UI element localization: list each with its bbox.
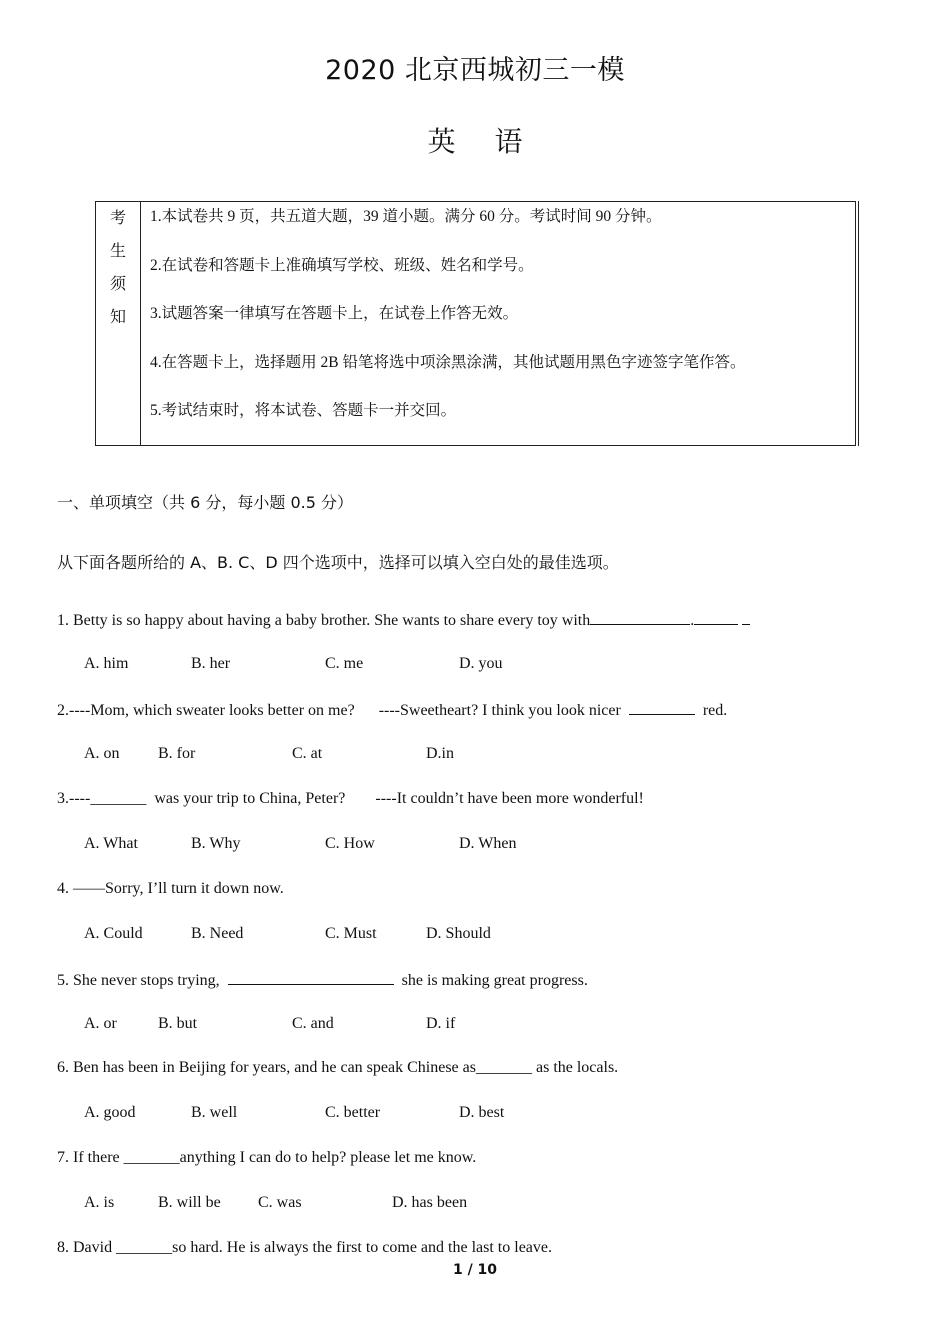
- notice-item: 3.试题答案一律填写在答题卡上，在试卷上作答无效。: [150, 305, 519, 322]
- question-text: red.: [702, 702, 728, 719]
- notice-item: 1.本试卷共 9 页，共五道大题，39 道小题。满分 60 分。考试时间 90 分钟。: [150, 208, 662, 225]
- question-4: [57, 880, 284, 898]
- exam-notice-box: [95, 201, 856, 446]
- option: C. at: [292, 745, 323, 762]
- option: C. How: [325, 835, 375, 852]
- option: D. if: [426, 1015, 456, 1032]
- question-text: 6. Ben has been in Beijing for years, and he can speak Chinese as_______ as the locals.: [57, 1059, 619, 1076]
- option: A. Could: [84, 925, 143, 942]
- notice-label-char: 知: [109, 309, 126, 326]
- question-2: [57, 700, 727, 720]
- option: A. on: [84, 745, 120, 762]
- option: C. me: [325, 655, 364, 672]
- question-7: [57, 1149, 476, 1167]
- notice-label-char: 生: [109, 243, 126, 260]
- answer-blank: [694, 610, 738, 625]
- question-6: [57, 1059, 618, 1077]
- option: B. her: [191, 655, 231, 672]
- notice-label: [96, 202, 141, 445]
- question-text: 4. ——Sorry, I’ll turn it down now.: [57, 880, 284, 897]
- question-text: .: [690, 612, 695, 629]
- section-instruction: 从下面各题所给的 A、B. C、D 四个选项中，选择可以填入空白处的最佳选项。: [57, 553, 619, 572]
- option: D. When: [459, 835, 517, 852]
- option: D. you: [459, 655, 503, 672]
- option: C. Must: [325, 925, 377, 942]
- question-1: [57, 610, 750, 630]
- question-8: [57, 1239, 552, 1257]
- page-title: 2020 北京西城初三一模: [325, 55, 625, 86]
- option: C. and: [292, 1015, 334, 1032]
- answer-blank: [742, 610, 750, 625]
- question-text: 2.----Mom, which sweater looks better on me?: [57, 702, 355, 719]
- option: D.in: [426, 745, 454, 762]
- question-3: [57, 790, 644, 808]
- question-5: [57, 970, 588, 990]
- section-title: 一、单项填空（共 6 分，每小题 0.5 分）: [57, 493, 353, 512]
- answer-blank: [590, 610, 690, 625]
- question-text: 7. If there _______anything I can do to help? please let me know.: [57, 1149, 477, 1166]
- option: A. is: [84, 1194, 115, 1211]
- option: A. or: [84, 1015, 117, 1032]
- option: C. was: [258, 1194, 302, 1211]
- question-text: 8. David _______so hard. He is always the first to come and the last to leave.: [57, 1239, 552, 1256]
- option: B. but: [158, 1015, 198, 1032]
- option: B. for: [158, 745, 196, 762]
- answer-blank: [629, 700, 695, 715]
- question-text: ----It couldn’t have been more wonderful!: [375, 790, 644, 807]
- option: C. better: [325, 1104, 381, 1121]
- option: D. Should: [426, 925, 491, 942]
- question-text: ----Sweetheart? I think you look nicer: [378, 702, 621, 719]
- option: B. well: [191, 1104, 238, 1121]
- option: B. Need: [191, 925, 244, 942]
- question-text: she is making great progress.: [401, 972, 588, 989]
- question-text: was your trip to China, Peter?: [154, 790, 346, 807]
- option: D. best: [459, 1104, 505, 1121]
- option: D. has been: [392, 1194, 468, 1211]
- question-text: 3.----_______: [57, 790, 147, 807]
- question-text: 5. She never stops trying,: [57, 972, 220, 989]
- option: B. will be: [158, 1194, 221, 1211]
- notice-item: 5.考试结束时，将本试卷、答题卡一并交回。: [150, 402, 457, 419]
- subject-title: 英 语: [427, 125, 523, 158]
- notice-item: 4.在答题卡上，选择题用 2B 铅笔将选中项涂黑涂满，其他试题用黑色字迹签字笔作答。: [150, 354, 746, 371]
- page-number: 1 / 10: [452, 1262, 498, 1278]
- option: A. What: [84, 835, 138, 852]
- notice-label-char: 须: [109, 276, 126, 293]
- answer-blank: [228, 970, 394, 985]
- option: A. good: [84, 1104, 136, 1121]
- notice-item: 2.在试卷和答题卡上准确填写学校、班级、姓名和学号。: [150, 257, 534, 274]
- option: B. Why: [191, 835, 241, 852]
- notice-label-char: 考: [109, 210, 126, 227]
- option: A. him: [84, 655, 129, 672]
- question-text: 1. Betty is so happy about having a baby brother. She wants to share every toy with: [57, 612, 591, 629]
